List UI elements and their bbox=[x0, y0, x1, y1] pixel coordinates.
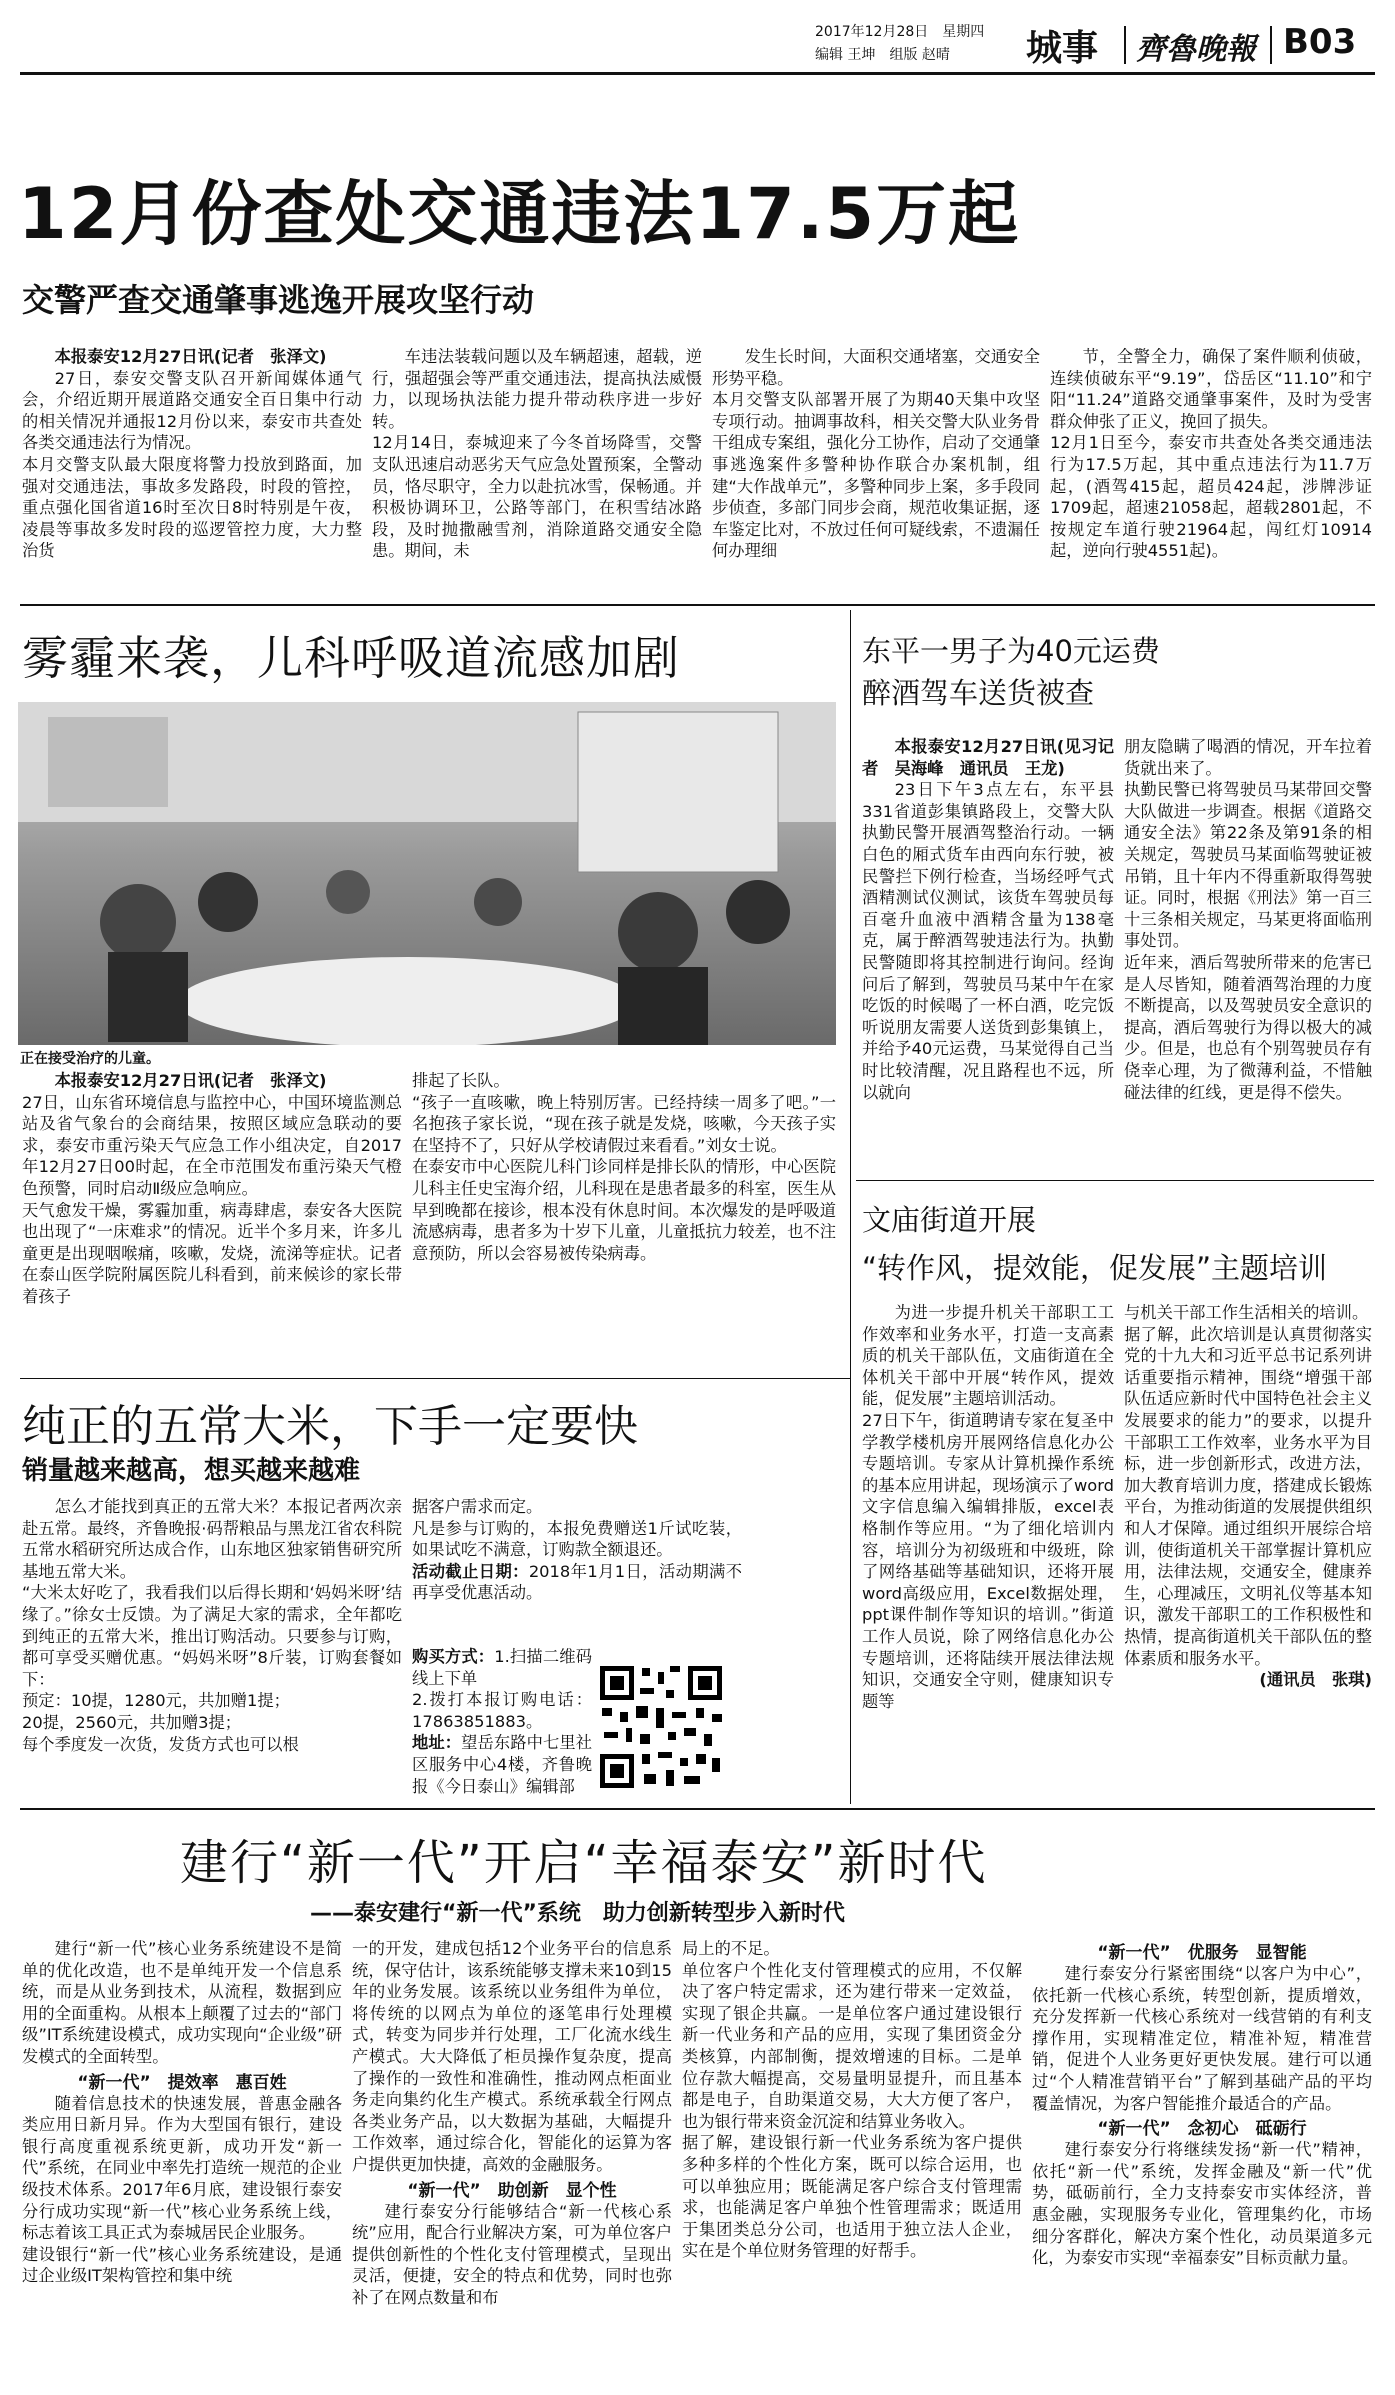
story6-text: 局上的不足。 单位客户个性化支付管理模式的应用，不仅解决了客户特定需求，还为建行带来一定效益，实现了银企共赢。一是单位客户通过建设银行新一代业务和产品的应用，实现了集团资金分类核算，内部制衡，提效增速的目标。二是单位存款大幅提高，交易量明显提升，而且基本都是电子，自助渠道交易，大大方便了客户，也为银行带来资金沉淀和结算业务收入。 据了解，建设银行新一代业务系统为客户提供多种多样的个性化方案，既可以综合运用，也可以单独应用；既能满足客户综合支付管理需求，也能满足客户单独个性管理需求；既适用于集团类总分公司，也适用于独立法人企业，实在是个单位财务管理的好帮手。 bbox=[682, 1939, 1022, 2261]
story1-headline: 12月份查处交通违法17.5万起 bbox=[18, 173, 1021, 255]
story3-headline: 东平一男子为40元运费 醉酒驾车送货被查 bbox=[862, 634, 1160, 710]
address bbox=[412, 1732, 592, 1797]
purchase-label: 购买方式： bbox=[412, 1647, 495, 1666]
story4-column-2 bbox=[1124, 1302, 1372, 1691]
story5-column-1 bbox=[22, 1496, 402, 1755]
address-label: 地址： bbox=[412, 1733, 462, 1753]
section-rule bbox=[20, 1378, 850, 1379]
deadline-label: 活动截止日期： bbox=[412, 1561, 529, 1581]
story4-column-1 bbox=[862, 1302, 1114, 1712]
story6-column-4 bbox=[1032, 1938, 1372, 2269]
story1-text: 27日，泰安交警支队召开新闻媒体通气会，介绍近期开展道路交通安全百日集中行动的相关情况并通报12月份以来，泰安市共查处各类交通违法行为情况。 本月交警支队最大限度将警力投放到路面，加强对交通违法，事故多发路段，时段的管控，重点强化国省道16时至次日8时特别是午夜，凌晨等事故多发时段的巡逻管控力度，大力整治货 bbox=[22, 368, 362, 561]
story2-text: 排起了长队。 “孩子一直咳嗽，晚上特别厉害。已经持续一周多了吧。”一名抱孩子家长说，“现在孩子就是发烧，咳嗽，今天孩子实在坚持不了，只好从学校请假过来看看。”刘女士说。 在泰安市中心医院儿科门诊同样是排长队的情形，中心医院儿科主任史宝海介绍，儿科现在是患者最多的科室，医生从早到晚都在接诊，根本没有休息时间。本次爆发的是呼吸道流感病毒，患者多为十岁下儿童，儿童抵抗力较差，也不注意预防，所以会容易被传染病毒。 bbox=[412, 1071, 836, 1263]
story1-byline: 本报泰安12月27日讯(记者 张泽文) bbox=[54, 347, 327, 366]
clinic-photo-illustration bbox=[18, 702, 836, 1045]
story4-credit: (通讯员 张琪) bbox=[1259, 1670, 1372, 1690]
qr-code[interactable] bbox=[596, 1662, 726, 1792]
story6-column-1 bbox=[22, 1938, 342, 2287]
story6-subhead: ——泰安建行“新一代”系统 助力创新转型步入新时代 bbox=[310, 1901, 845, 1926]
story3-byline: 本报泰安12月27日讯(见习记者 吴海峰 通讯员 王龙) bbox=[862, 737, 1114, 778]
divider bbox=[1124, 26, 1126, 64]
column-rule bbox=[850, 610, 851, 1804]
section-rule bbox=[20, 1808, 1375, 1810]
section-rule bbox=[856, 1180, 1374, 1181]
deadline-text: 2018年1月1日，活动期满不再享受优惠活动。 bbox=[412, 1561, 742, 1603]
story6-column-3 bbox=[682, 1938, 1022, 2262]
page-number: B03 bbox=[1283, 22, 1357, 62]
story3-column-1 bbox=[862, 736, 1114, 1103]
story6-text: 随着信息技术的快速发展，普惠金融各类应用日新月异。作为大型国有银行，建设银行高度重视系统更新，成功开发“新一代”系统，在同业中率先打造统一规范的企业级技术体系。2017年6月底，建设银行泰安分行成功实现“新一代”核心业务系统上线，标志着该工具正式为泰城居民企业服务。 建设银行“新一代”核心业务系统建设，是通过企业级IT架构管控和集中统 bbox=[22, 2093, 342, 2286]
divider bbox=[1270, 26, 1272, 64]
story1-column-4 bbox=[1050, 346, 1372, 562]
story6-section-head: “新一代” 助创新 显个性 bbox=[407, 2180, 617, 2201]
story6-headline: 建行“新一代”开启“幸福泰安”新时代 bbox=[180, 1835, 988, 1891]
purchase-option-1: 1.扫描二维码线上下单 bbox=[412, 1647, 592, 1688]
qr-code-icon bbox=[596, 1662, 726, 1792]
story5-subhead: 销量越来越高，想买越来越难 bbox=[22, 1456, 361, 1486]
story5-deadline bbox=[412, 1561, 742, 1604]
masthead bbox=[0, 0, 1395, 70]
story5-text: 据客户需求而定。 凡是参与订购的，本报免费赠送1斤试吃装，如果试吃不满意，订购款全额退还。 bbox=[412, 1497, 742, 1560]
story6-text: 建行“新一代”核心业务系统建设不是简单的优化改造，也不是单纯开发一个信息系统，而是从业务到技术，从流程，数据到应用的全面重构。从根本上颠覆了过去的“部门级”IT系统建设模式，成功实现向“企业级”研发模式的全面转型。 bbox=[22, 1939, 342, 2066]
story1-text: 节，全警全力，确保了案件顺利侦破，连续侦破东平“9.19”，岱岳区“11.10”和宁阳“11.24”道路交通肇事案件，及时为受害群众伸张了正义，挽回了损失。 12月1日至今，泰安市共查处各类交通违法行为17.5万起，其中重点违法行为11.7万起，(酒驾415起，超员424起，涉牌涉证1709起，超速21058起，超载2801起，不按规定车道行驶21964起，闯红灯10914起，逆向行驶4551起)。 bbox=[1050, 347, 1372, 561]
story4-headline: 文庙街道开展 “转作风，提效能，促发展”主题培训 bbox=[862, 1203, 1328, 1285]
story2-column-2 bbox=[412, 1070, 836, 1264]
story2-photo bbox=[18, 702, 836, 1045]
story6-text: 建行泰安分行能够结合“新一代核心系统”应用，配合行业解决方案，可为单位客户提供创新性的个性化支付管理模式，呈现出灵活，便捷，安全的特点和优势，同时也弥补了在网点数量和布 bbox=[352, 2201, 672, 2307]
story3-column-2 bbox=[1124, 736, 1372, 1103]
story3-text: 朋友隐瞒了喝酒的情况，开车拉着货就出来了。 执勤民警已将驾驶员马某带回交警大队做进一步调查。根据《道路交通安全法》第22条及第91条的相关规定，驾驶员马某面临驾驶证被吊销，且十年内不得重新取得驾驶证。同时，根据《刑法》第一百三十三条相关规定，马某更将面临刑事处罚。 近年来，酒后驾驶所带来的危害已是人尽皆知，随着酒驾治理的力度不断提高，以及驾驶员安全意识的提高，酒后驾驶行为得以极大的减少。但是，也总有个别驾驶员存有侥幸心理，为了微薄利益，不惜触碰法律的红线，更是得不偿失。 bbox=[1124, 737, 1372, 1102]
story1-column-1 bbox=[22, 346, 362, 562]
story4-text: 与机关干部工作生活相关的培训。 据了解，此次培训是认真贯彻落实党的十九大和习近平总书记系列讲话重要指示精神，围绕“增强干部队伍适应新时代中国特色社会主义发展要求的能力”的要求，以提升干部职工工作效率，业务水平为目标，进一步创新形式，改进方法，加大教育培训力度，搭建成长锻炼平台，为推动街道的发展提供组织和人才保障。通过组织开展综合培训，使街道机关干部掌握计算机应用，法律法规，交通安全，健康养生，心理减压，文明礼仪等基本知识，激发干部职工的工作积极性和热情，提高街道机关干部队伍的整体素质和服务水平。 bbox=[1124, 1303, 1372, 1668]
story3-text: 23日下午3点左右，东平县331省道彭集镇路段上，交警大队执勤民警开展酒驾整治行动。一辆白色的厢式货车由西向东行驶，被民警拦下例行检查，当场经呼气式酒精测试仪测试，该货车驾驶员每百毫升血液中酒精含量为138毫克，属于醉酒驾驶违法行为。执勤民警随即将其控制进行询问。经询问后了解到，驾驶员马某中午在家吃饭的时候喝了一杯白酒，吃完饭听说朋友需要人送货到彭集镇上，并给予40元运费，马某觉得自己当时比较清醒，况且路程也不远，所以就向 bbox=[862, 780, 1114, 1102]
section-rule bbox=[20, 604, 1375, 606]
story2-text: 27日，山东省环境信息与监控中心，中国环境监测总站及省气象台的会商结果，按照区域应急联动的要求，泰安市重污染天气应急工作小组决定，自2017年12月27日00时起，在全市范围发布重污染天气橙色预警，同时启动Ⅱ级应急响应。 天气愈发干燥，雾霾加重，病毒肆虐，泰安各大医院也出现了“一床难求”的情况。近半个多月来，许多儿童更是出现咽喉痛，咳嗽，发烧，流涕等症状。记者在泰山医学院附属医院儿科看到，前来候诊的家长带着孩子 bbox=[22, 1092, 402, 1306]
story5-column-2 bbox=[412, 1496, 742, 1604]
masthead-rule bbox=[20, 72, 1375, 75]
story2-byline: 本报泰安12月27日讯(记者 张泽文) bbox=[54, 1071, 327, 1090]
purchase-option-2: 2.拨打本报订购电话：17863851883。 bbox=[412, 1690, 592, 1731]
brand-logo: 齊魯晚報 bbox=[1136, 32, 1256, 67]
story6-text: 一的开发，建成包括12个业务平台的信息系统，保守估计，该系统能够支撑未来10到15年的业务发展。该系统以业务组件为单位，将传统的以网点为单位的逐笔串行处理模式，转变为同步并行处理，工厂化流水线生产模式。大大降低了柜员操作复杂度，提高了操作的一致性和准确性，推动网点柜面业务走向集约化生产模式。系统承载全行网点各类业务产品，以大数据为基础，大幅提升工作效率，通过综合化，智能化的运算为客户提供更加快捷，高效的金融服务。 bbox=[352, 1939, 672, 2174]
photo-caption: 正在接受治疗的儿童。 bbox=[20, 1051, 160, 1067]
story1-text: 发生长时间，大面积交通堵塞，交通安全形势平稳。 本月交警支队部署开展了为期40天集中攻坚专项行动。抽调事故科，相关交警大队业务骨干组成专案组，强化分工协作，启动了交通肇事逃逸案件多警种协作联合办案机制，组建“大作战单元”，多警种同步上案，多手段同步侦查，多部门同步会商，规范收集证据，逐车鉴定比对，不放过任何可疑线索，不遗漏任何办理细 bbox=[712, 347, 1040, 561]
story2-column-1 bbox=[22, 1070, 402, 1308]
section-name: 城事 bbox=[1026, 28, 1099, 69]
story1-column-3 bbox=[712, 346, 1040, 562]
address-text: 望岳东路中七里社区服务中心4楼，齐鲁晚报《今日泰山》编辑部 bbox=[412, 1733, 592, 1796]
story1-subhead: 交警严查交通肇事逃逸开展攻坚行动 bbox=[22, 281, 535, 319]
story1-column-2 bbox=[372, 346, 702, 562]
story5-text: 怎么才能找到真正的五常大米？本报记者两次亲赴五常。最终，齐鲁晚报·码帮粮品与黑龙江省农科院五常水稻研究所达成合作，山东地区独家销售研究所基地五常大米。 “大米太好吃了，我看我们以后得长期和‘妈妈米呀’结缘了。”徐女士反馈。为了满足大家的需求，全年都吃到纯正的五常大米，推出订购活动。只要参与订购，都可享受买赠优惠。“妈妈米呀”8斤装，订购套餐如下： 预定：10提，1280元，共加赠1提； 20提，2560元，共加赠3提； 每个季度发一次货，发货方式也可以根 bbox=[22, 1497, 402, 1754]
story6-text: 建行泰安分行将继续发扬“新一代”精神，依托“新一代”系统，发挥金融及“新一代”优势，砥砺前行，全力支持泰安市实体经济，普惠金融，实现服务专业化，管理集约化，市场细分客群化，解决方案个性化，动员渠道多元化，为泰安市实现“幸福泰安”目标贡献力量。 bbox=[1032, 2140, 1372, 2268]
story5-headline: 纯正的五常大米，下手一定要快 bbox=[22, 1401, 638, 1452]
story6-section-head: “新一代” 念初心 砥砺行 bbox=[1097, 2119, 1307, 2140]
story6-section-head: “新一代” 优服务 显智能 bbox=[1097, 1943, 1307, 1963]
editors: 编辑 王坤 组版 赵晴 bbox=[815, 47, 950, 63]
purchase-method bbox=[412, 1646, 592, 1689]
story2-headline: 雾霾来袭，儿科呼吸道流感加剧 bbox=[22, 631, 680, 685]
story6-column-2 bbox=[352, 1938, 672, 2309]
story1-text: 车违法装载问题以及车辆超速，超载，逆行，强超强会等严重交通违法，提高执法威慑力，以现场执法能力提升带动秩序进一步好转。 12月14日，泰城迎来了今冬首场降雪，交警支队迅速启动恶劣天气应急处置预案，全警动员，恪尽职守，全力以赴抗冰雪，保畅通。并积极协调环卫，公路等部门，在积雪结冰路段，及时抛撒融雪剂，消除道路交通安全隐患。期间，未 bbox=[372, 347, 702, 561]
story5-purchase bbox=[412, 1646, 592, 1797]
story4-text: 为进一步提升机关干部职工工作效率和业务水平，打造一支高素质的机关干部队伍，文庙街道在全体机关干部中开展“转作风，提效能，促发展”主题培训活动。 27日下午，街道聘请专家在复圣中学教学楼机房开展网络信息化办公专题培训。专家从计算机操作系统的基本应用讲起，现场演示了word文字信息编入编辑排版，excel表格制作等应用。“为了细化培训内容，培训分为初级班和中级班，除了网络基础等基础知识，还将开展word高级应用，Excel数据处理，ppt课件制作等知识的培训。”街道工作人员说，除了网络信息化办公专题培训，还将陆续开展法律法规知识，交通安全守则，健康知识专题等 bbox=[862, 1303, 1114, 1711]
story6-section-head: “新一代” 提效率 惠百姓 bbox=[77, 2072, 287, 2093]
issue-date: 2017年12月28日 星期四 bbox=[815, 24, 985, 40]
story6-text: 建行泰安分行紧密围绕“以客户为中心”，依托新一代核心系统，转型创新，提质增效，充分发挥新一代核心系统对一线营销的有利支撑作用，实现精准定位，精准补短，精准营销，促进个人业务更好更快发展。建行可以通过“个人精准营销平台”了解到基础产品的平均覆盖情况，为客户智能推介最适合的产品。 bbox=[1032, 1964, 1372, 2113]
